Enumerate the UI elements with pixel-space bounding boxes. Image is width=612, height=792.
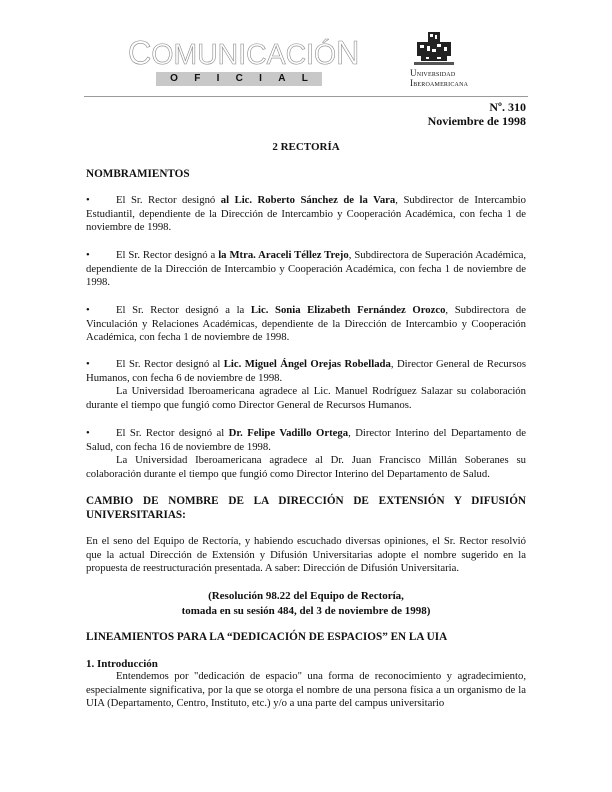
subtitle-letter: O <box>170 73 178 84</box>
appointment-item <box>86 304 526 345</box>
bullet: • <box>86 194 90 206</box>
resolution-line1: (Resolución 98.22 del Equipo de Rectoría, <box>208 590 404 602</box>
masthead-logo <box>128 34 360 94</box>
appointee-name: al Lic. Roberto Sánchez de la Vara <box>220 194 396 206</box>
masthead-title-final: N <box>336 34 360 71</box>
section-title: 2 RECTORÍA <box>272 141 340 153</box>
appointee-name: Lic. Miguel Ángel Orejas Robellada <box>223 358 391 370</box>
masthead-title-middle: OMUNICACIÓ <box>151 39 337 71</box>
appointment-detail: , Director Interino del Departamento de Salud, con fecha 16 de noviembre de 1998. <box>86 427 526 453</box>
appointee-name: Dr. Felipe Vadillo Ortega <box>228 427 349 439</box>
appointment-item <box>86 194 526 235</box>
cambio-nombre-body: En el seno del Equipo de Rectoría, y habiendo escuchado diversas opiniones, el Sr. Rector resolvió que la actual Dirección de Extensión y Difusión Universitarias adopte el nombre sugerido en la propuesta de reestructuración presentada. A saber: Dirección de Difusión Universitaria. <box>86 535 526 575</box>
introduccion-text: Entendemos por "dedicación de espacio" una forma de reconocimiento y agradecimiento, especialmente significativa, por la que se otorga el nombre de una persona física a un organismo de la UIA (Departamento, Centro, Instituto, etc.) y/o a una parte del campus universitario <box>86 670 526 710</box>
issue-number: Nº. 310 <box>489 100 526 114</box>
appointee-name: la Mtra. Araceli Téllez Trejo <box>218 249 349 261</box>
university-name <box>410 68 468 88</box>
cambio-nombre-heading-line1: CAMBIO DE NOMBRE DE LA DIRECCIÓN DE EXTENSIÓN Y DIFUSIÓN <box>86 495 526 507</box>
introduccion-body <box>86 670 526 711</box>
subtitle-letter: C <box>235 73 243 84</box>
university-crest-icon <box>417 32 451 62</box>
university-name-line1: Universidad <box>410 68 456 78</box>
appointment-lead: El Sr. Rector designó <box>116 194 221 206</box>
appointment-lead: El Sr. Rector designó al <box>116 427 229 439</box>
bullet: • <box>86 249 90 261</box>
cambio-nombre-heading-line2: UNIVERSITARIAS: <box>86 509 186 521</box>
masthead-subtitle-bar <box>156 72 322 86</box>
resolution-line2: tomada en su sesión 484, del 3 de noviembre de 1998) <box>181 605 431 617</box>
subtitle-letter: L <box>301 73 308 84</box>
lineamientos-heading: LINEAMIENTOS PARA LA “DEDICACIÓN DE ESPACIOS” EN LA UIA <box>86 631 448 643</box>
subtitle-letter: A <box>278 73 286 84</box>
thanks-note: La Universidad Iberoamericana agradece al Lic. Manuel Rodríguez Salazar su colaboración durante el tiempo que fungió como Director General de Recursos Humanos. <box>86 385 526 411</box>
nombramientos-heading: NOMBRAMIENTOS <box>86 168 190 180</box>
appointment-detail: , Subdirectora de Superación Académica, dependiente de la Dirección de Intercambio y Cooperación Académica, con fecha 1 de noviembre de 1998. <box>86 249 527 289</box>
subtitle-letter: F <box>194 73 201 84</box>
bullet: • <box>86 304 90 316</box>
university-name-line2: Iberoamericana <box>410 78 469 88</box>
appointment-detail: , Subdirector de Intercambio Estudiantil, dependiente de la Dirección de Intercambio y Cooperación Académica, con fecha 1 de noviembre de 1998. <box>86 194 526 234</box>
appointment-lead: El Sr. Rector designó al <box>116 358 224 370</box>
appointment-lead: El Sr. Rector designó a la <box>116 304 251 316</box>
subtitle-letter: I <box>259 73 262 84</box>
masthead-title <box>128 34 360 71</box>
appointment-item <box>86 427 526 481</box>
crest-motto-band <box>414 62 454 65</box>
appointment-detail: , Director General de Recursos Humanos, con fecha 6 de noviembre de 1998. <box>86 358 526 384</box>
issue-date: Noviembre de 1998 <box>427 114 526 128</box>
subtitle-letter: I <box>216 73 220 84</box>
appointment-detail: , Subdirectora de Vinculación y Relaciones Académicas, dependiente de la Dirección de Intercambio y Cooperación Académica, con fecha 1 de noviembre de 1998. <box>86 304 526 344</box>
university-logo <box>408 32 498 90</box>
cambio-nombre-heading <box>86 494 526 522</box>
appointment-item <box>86 249 526 290</box>
header-divider <box>84 96 528 97</box>
appointment-item <box>86 358 526 412</box>
resolution-note <box>0 589 612 619</box>
introduccion-subheading: 1. Introducción <box>86 658 158 670</box>
bullet: • <box>86 358 90 370</box>
bullet: • <box>86 427 90 439</box>
appointee-name: Lic. Sonia Elizabeth Fernández Orozco <box>250 304 446 316</box>
issue-info <box>428 100 526 128</box>
thanks-note: La Universidad Iberoamericana agradece al Dr. Juan Francisco Millán Soberanes su colaboración durante el tiempo que fungió como Director Interino del Departamento de Salud. <box>86 454 526 480</box>
masthead-title-initial: C <box>128 34 152 71</box>
appointment-lead: El Sr. Rector designó a <box>116 249 219 261</box>
